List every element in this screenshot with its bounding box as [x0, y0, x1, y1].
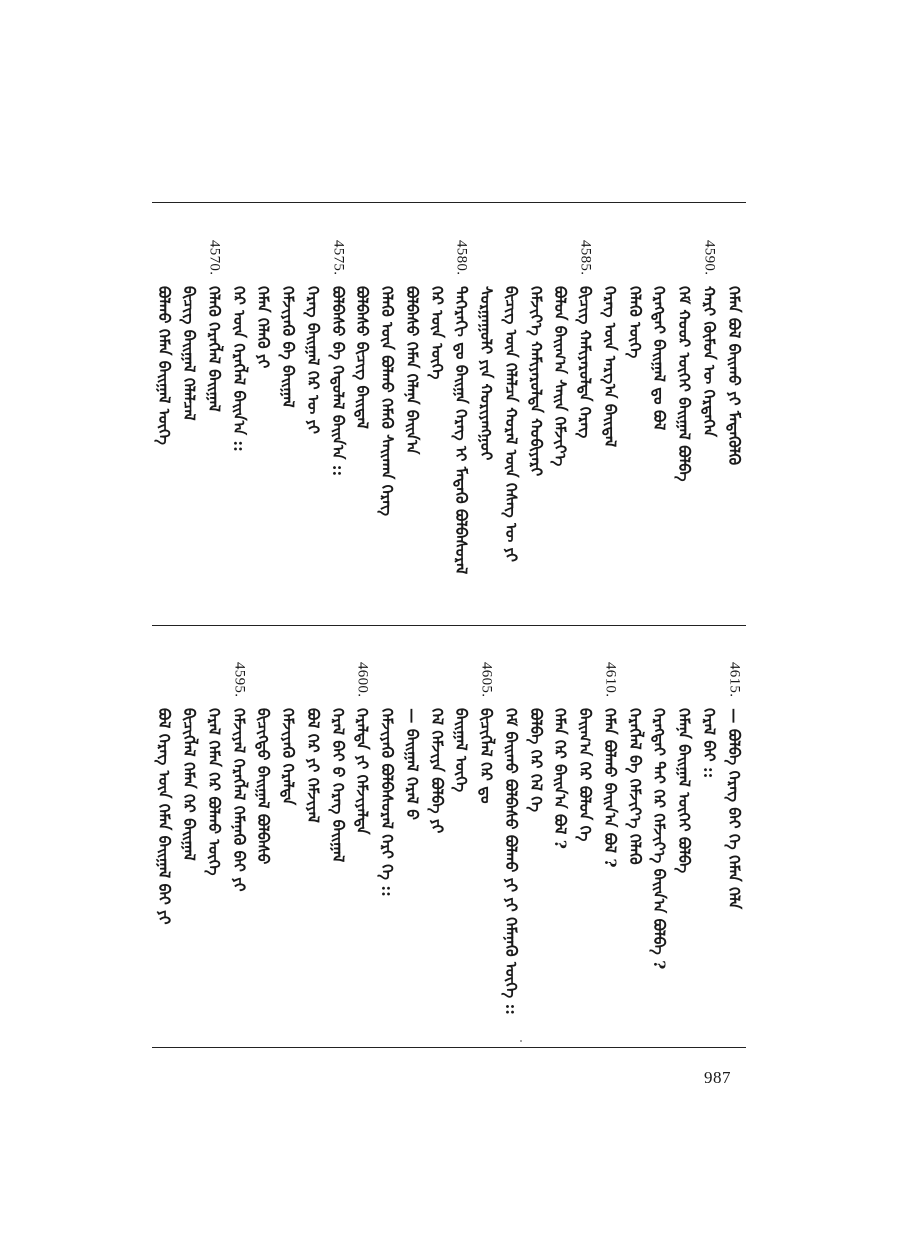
verse-column [177, 240, 202, 620]
verse-column [424, 662, 449, 1042]
verse-column [400, 662, 425, 1042]
verse-column [672, 240, 697, 620]
verse-column [152, 240, 177, 620]
verse-line: ᠪᠣᠯ ᠬᠡᠷᠡᠭ ᠦᠨ ᠬᠡᠮᠡᠨ ᠪᠠᠢᠭᠠᠯ ᠪᠠᠢ ᠶᠢ [155, 708, 175, 925]
verse-number: 4575. [330, 240, 347, 276]
verse-column [573, 662, 598, 1042]
verse-line: ᠪᠢᠴᠢᠭ ᠪᠠᠢᠭᠠᠯ ᠬᠡᠯᠡᠯᠴᠡᠯ [179, 286, 199, 421]
verse-line: ᠬᠠᠷᠢ ᠬᠦᠮᠦᠨ ᠦ ᠭᠡᠷᠲᠡᠭᠡᠨ [699, 286, 719, 438]
verse-column [226, 662, 251, 1042]
verse-number: 4570. [206, 240, 223, 276]
verse-column [672, 662, 697, 1042]
verse-number: 4600. [354, 662, 371, 698]
verse-column [697, 662, 722, 1042]
verse-column [622, 240, 647, 620]
verse-line: ᠬᠡᠮ ᠪᠠᠢᠬᠤ ᠪᠣᠯᠪᠠᠰᠤ ᠪᠣᠯᠬᠤ ᠶᠢ ᠶᠢ ᠬᠡᠮᠡᠨᠡᠬᠦ ᠦᠭᠡ :: [501, 708, 521, 1016]
verse-line: ᠪᠣᠯᠬᠤ ᠬᠡᠮᠡᠨ ᠪᠠᠢᠭᠠᠯ ᠦᠭᠡ [155, 286, 175, 445]
top-rule [152, 202, 746, 203]
verse-line: ᠪᠢᠴᠢᠭ ᠦᠨ ᠬᠡᠯᠡᠯᠴᠡ ᠬᠤᠷᠠᠯ ᠦᠨ ᠬᠡᠰᠡᠭ ᠦ ᠶᠢ [501, 286, 521, 562]
verse-number: 4605. [478, 662, 495, 698]
verse-column [350, 240, 375, 620]
verse-line: ᠬᠡᠮᠵᠢᠶᠡᠬᠦ ᠪᠣᠯᠪᠠᠰᠤᠷᠠᠯ ᠭᠡᠷᠢ ᠬᠡ :: [377, 708, 397, 897]
verse-column [276, 240, 301, 620]
verse-line: ᠬᠡᠮᠡᠨ ᠪᠣᠯ ᠪᠠᠢᠬᠤ ᠶᠢ ᠮᠡᠳᠡᠬᠦᠯᠬᠦ [724, 286, 744, 466]
verse-column [647, 662, 672, 1042]
verse-line: ᠪᠣᠯᠪᠠᠰᠤ ᠪᠠ ᠬᠡᠳᠦᠯᠡᠯ ᠪᠠᠢᠨ᠎ᠠ :: [328, 286, 348, 477]
verse-line: ᠬᠡᠮᠵᠢᠶᠡᠬᠦ ᠭᠡᠷᠡᠯᠲᠡ [278, 708, 298, 806]
verse-column [499, 662, 524, 1042]
verse-column [449, 662, 474, 1042]
verse-number: 4595. [231, 662, 248, 698]
verse-column [152, 662, 177, 1042]
verse-column [301, 240, 326, 620]
verse-column [474, 662, 499, 1042]
verse-line: ᠬᠡᠷᠡᠭᠲᠡᠢ ᠪᠠᠢᠭᠠᠯ ᠳᠤ ᠪᠣᠯ [650, 286, 670, 431]
verse-column [251, 662, 276, 1042]
verse-column [548, 240, 573, 620]
verse-line: ᠬᠡᠯᠡᠬᠦ ᠦᠭᠡ [625, 286, 645, 359]
verse-number: 4615. [726, 662, 743, 698]
verse-line: ᠬᠡᠮᠡᠨ ᠬᠡᠷ ᠪᠠᠢᠨ᠎ᠠ ᠪᠣᠯ ? [551, 708, 571, 849]
verse-number: 4585. [577, 240, 594, 276]
verse-line: ᠬᠡᠮᠡᠨᠡ ᠪᠠᠢᠭᠠᠯ ᠦᠭᠡᠢ ᠪᠣᠯᠪᠠ [674, 708, 694, 874]
verse-line: ᠰᠤᠷᠭᠠᠭᠤᠯᠢ ᠶᠢᠨ ᠬᠤᠷᠢᠶᠠᠩᠭᠤᠢ [476, 286, 496, 461]
verse-line: ᠪᠢᠴᠢᠭ ᠬᠠᠮᠢᠶᠠᠷᠤᠯᠲᠠ ᠬᠡᠷᠡᠭ [575, 286, 595, 439]
verse-line: ᠬᠡᠷᠡᠭᠲᠡᠢ ᠲᠠᠢ ᠭᠡᠷ ᠬᠡᠮᠵᠢᠶ᠎ᠡ ᠪᠠᠢᠨ᠎ᠠ ᠪᠣᠯᠪᠠ ? [650, 708, 670, 970]
verse-line: ᠭᠡᠷ ᠦᠨ ᠦᠭᠡ [427, 286, 447, 380]
verse-line: ᠭᠡᠷᠡᠯ ᠪᠠᠢ ᠪ ᠭᠡᠷᠡᠭ ᠪᠠᠢᠭᠠᠯ [328, 708, 348, 863]
verse-line: ᠬᠡᠷᠡᠭ ᠦᠨ ᠠᠷᠭ᠎ᠠ ᠪᠠᠢᠳᠠᠯ [600, 286, 620, 448]
verse-column [499, 240, 524, 620]
verse-line: ᠪᠠᠢᠭᠠᠯ ᠦᠭᠡ [452, 708, 472, 793]
verse-line: ᠬᠡᠮᠵᠢᠶ᠎ᠡ ᠬᠠᠮᠢᠶᠠᠷᠤᠯᠲᠠ ᠬᠤᠪᠢᠶᠠᠷᠢ [526, 286, 546, 477]
stray-mark [520, 1040, 522, 1042]
verse-column [375, 240, 400, 620]
verse-line: ᠭᠡᠮ ᠬᠣᠣᠷ ᠦᠭᠡᠢ ᠪᠠᠢᠭᠠᠯ ᠪᠣᠯᠪᠠ [674, 286, 694, 482]
verse-column [325, 240, 350, 620]
verse-column [251, 240, 276, 620]
verse-line: ᠪᠢᠴᠢᠭᠯᠡᠯ ᠬᠡᠷ ᠳᠤ [476, 708, 496, 804]
verse-line: ᠪᠢᠴᠢᠭᠲᠦ ᠪᠠᠢᠭᠠᠯ ᠪᠣᠯᠪᠠᠰᠤ [254, 708, 274, 865]
verse-line: ᠪᠣᠯᠪᠠ ᠭᠡᠷ ᠬᠡᠯ ᠬᠡ [526, 708, 546, 813]
verse-column [424, 240, 449, 620]
verse-column [375, 662, 400, 1042]
verse-line: ᠭᠡᠷᠡᠯᠲᠡ ᠶᠢ ᠬᠡᠮᠵᠢᠶᠡᠯᠲᠡ [353, 708, 373, 835]
verse-line: ᠪᠢᠴᠢᠭᠯᠡᠯ ᠬᠡᠮᠡᠨ ᠭᠡᠷ ᠪᠠᠢᠭᠠᠯ [179, 708, 199, 861]
upper-verse-block [152, 240, 746, 620]
verse-column [276, 662, 301, 1042]
verse-column [350, 662, 375, 1042]
verse-line: ᠬᠡᠷᠡᠭᠯᠡᠯ ᠪᠠ ᠬᠡᠮᠵᠢᠶ᠎ᠡ ᠬᠡᠯᠡᠬᠦ [625, 708, 645, 865]
verse-line: ᠭᠡᠷᠡᠯ ᠪᠠᠢ :: [699, 708, 719, 779]
bottom-rule [152, 1047, 746, 1048]
verse-column [474, 240, 499, 620]
verse-line: ᠪᠣᠯ ᠬᠡᠷ ᠶᠢ ᠬᠡᠮᠵᠢᠶᠡᠯ [303, 708, 323, 823]
verse-column [548, 662, 573, 1042]
verse-column [226, 240, 251, 620]
verse-line: ᠳᠡᠭᠡᠷᠡᠬᠢ ᠳᠤ ᠪᠠᠢᠭᠠ ᠬᠡᠷᠡᠭ ᠢ ᠮᠡᠳᠡᠬᠦ ᠪᠣᠯᠪᠠᠰᠤᠷᠠᠯ [452, 286, 472, 575]
verse-line: ᠬᠡᠯᠡᠬᠦ ᠬᠡᠷᠡᠭᠯᠡᠯ ᠪᠠᠢᠭᠠᠯ [204, 286, 224, 412]
verse-column [622, 662, 647, 1042]
verse-column [598, 240, 623, 620]
verse-line: ᠭᠡᠷᠡᠯ ᠬᠡᠮᠡᠨ ᠭᠡᠷ ᠪᠣᠯᠬᠤ ᠦᠭᠡ [204, 708, 224, 876]
verse-line: ᠬᠡᠷᠡᠭ ᠪᠠᠢᠭᠠᠯ ᠭᠡᠷ ᠦ ᠶᠢ [303, 286, 323, 434]
lower-verse-block [152, 662, 746, 1042]
verse-line: — ᠪᠠᠢᠭᠠᠯ ᠭᠡᠷᠡᠯ ᠪ [402, 708, 422, 820]
verse-column [598, 662, 623, 1042]
verse-line: ᠬᠡᠮᠡᠨ ᠬᠡᠯᠡᠬᠦ ᠶᠢ [254, 286, 274, 369]
verse-number: 4590. [701, 240, 718, 276]
verse-line: ᠪᠣᠯᠤᠨ ᠪᠠᠢᠭ᠎ᠠ ᠰᠠᠢᠨ ᠬᠡᠮᠵᠢᠶ᠎ᠡ [551, 286, 571, 467]
verse-line: ᠬᠡᠮᠡᠨ ᠪᠣᠯᠬᠤ ᠪᠠᠢᠨ᠎ᠠ ᠪᠣᠯ ? [600, 708, 620, 868]
verse-line: ᠬᠡᠮᠵᠢᠶᠡᠯ ᠭᠡᠷᠡᠭᠯᠡᠯ ᠬᠡᠮᠡᠨᠡᠬᠦ ᠪᠠᠢ ᠶᠢ [229, 708, 249, 892]
verse-number: 4610. [602, 662, 619, 698]
verse-column [573, 240, 598, 620]
verse-column [523, 240, 548, 620]
verse-column [325, 662, 350, 1042]
verse-column [721, 662, 746, 1042]
verse-column [177, 662, 202, 1042]
verse-number: 4580. [453, 240, 470, 276]
verse-line: ᠪᠣᠯᠪᠠᠰᠤ ᠬᠡᠮᠡᠨ ᠬᠡᠯᠡᠨᠡ ᠪᠠᠢᠨ᠎ᠠ [402, 286, 422, 455]
verse-column [647, 240, 672, 620]
verse-column [400, 240, 425, 620]
verse-column [721, 240, 746, 620]
verse-column [449, 240, 474, 620]
middle-rule [152, 625, 746, 626]
verse-line: ᠪᠣᠯᠪᠠᠰᠤ ᠪᠢᠴᠢᠭ ᠪᠠᠢᠳᠠᠯ [353, 286, 373, 429]
verse-column [697, 240, 722, 620]
verse-column [523, 662, 548, 1042]
verse-column [202, 662, 227, 1042]
verse-line: ᠬᠡᠯ ᠬᠡᠮᠵᠢᠶᠡ ᠪᠣᠯᠪᠠ ᠶᠢ [427, 708, 447, 834]
verse-column [301, 662, 326, 1042]
verse-line: — ᠪᠣᠯᠪᠠ ᠬᠡᠷᠡᠭ ᠪᠠᠢ ᠬᠡ ᠬᠡᠮᠡᠨ ᠬᠡᠯᠡ [724, 708, 744, 910]
page-number: 987 [704, 1068, 731, 1087]
verse-line: ᠬᠡᠯᠡᠬᠦ ᠦᠨ ᠪᠣᠯᠬᠤ ᠬᠡᠮᠡᠬᠦ ᠰᠠᠢᠬᠠᠨ ᠬᠡᠷᠡᠭ [377, 286, 397, 517]
verse-column [202, 240, 227, 620]
verse-line: ᠭᠡᠷ ᠦᠨ ᠬᠡᠷᠡᠭᠯᠡᠯ ᠪᠠᠢᠨ᠎ᠠ :: [229, 286, 249, 452]
verse-line: ᠬᠡᠮᠵᠢᠶᠡᠬᠦ ᠪᠠ ᠪᠠᠢᠭᠠᠯ [278, 286, 298, 408]
verse-line: ᠪᠠᠢᠭ᠎ᠠ ᠬᠡᠷ ᠪᠣᠯᠤᠨ ᠬᠡ [575, 708, 595, 842]
